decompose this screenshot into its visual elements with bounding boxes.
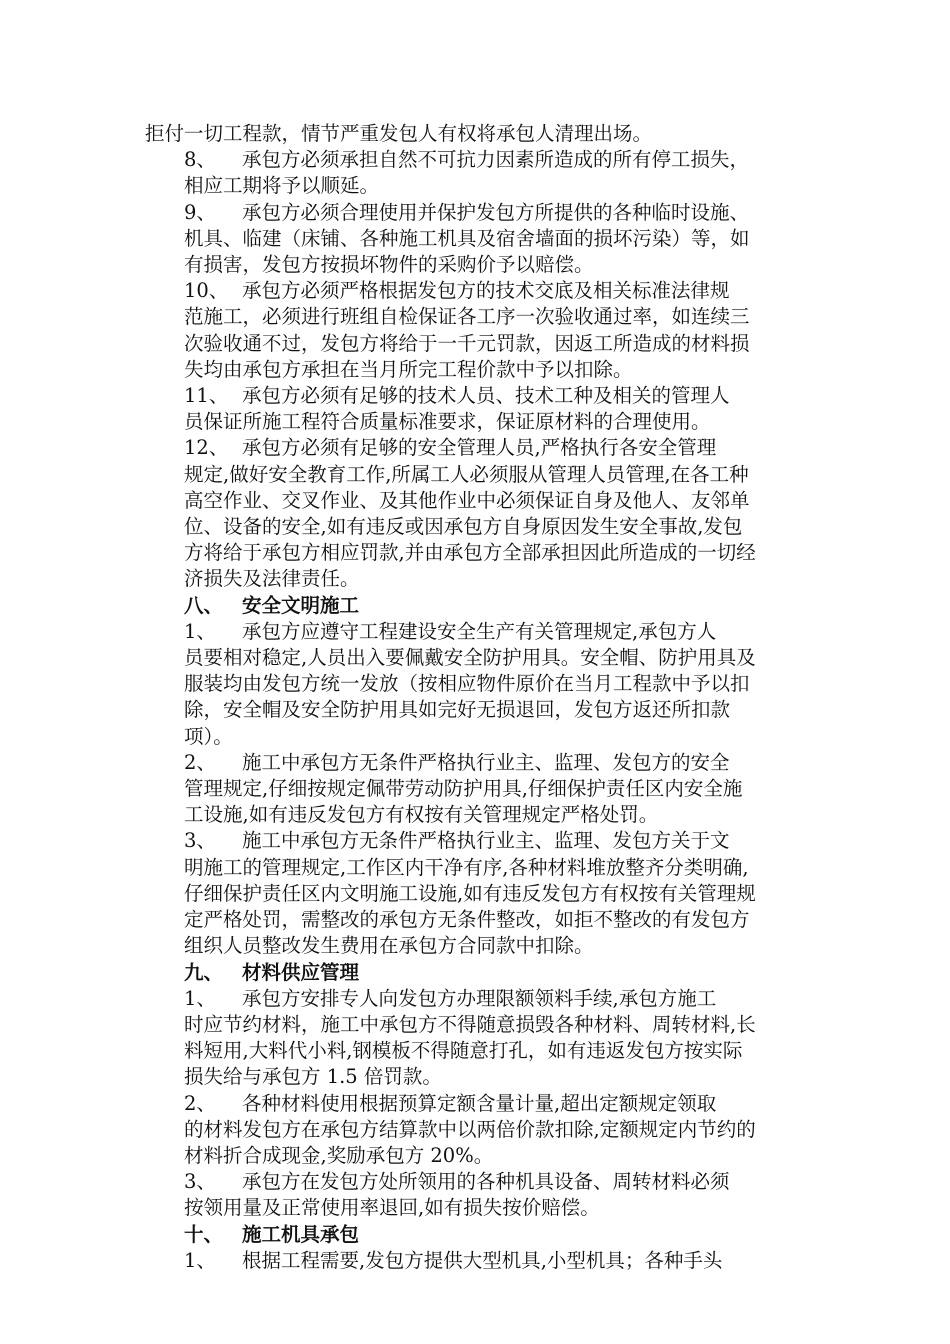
text-line: 承包方必须严格根据发包方的技术交底及相关标准法律规: [242, 279, 730, 303]
text-line: 施工中承包方无条件严格执行业主、监理、发包方关于文: [242, 829, 730, 853]
text-line: 服装均由发包方统一发放（按相应物件原价在当月工程款中予以扣: [184, 672, 750, 696]
clause-paragraph: [145, 278, 805, 383]
clause-paragraph: [145, 1091, 805, 1170]
text-line: 承包方必须有足够的安全管理人员,严格执行各安全管理: [242, 436, 717, 460]
text-line: 管理规定,仔细按规定佩带劳动防护用具,仔细保护责任区内安全施: [184, 777, 743, 801]
text-line: 济损失及法律责任。: [184, 567, 360, 591]
section-heading: [145, 593, 805, 619]
section-heading: [145, 1222, 805, 1248]
section-number: 九、: [184, 960, 224, 984]
clause-paragraph: [145, 750, 805, 829]
clause-paragraph: [145, 435, 805, 592]
text-line: 相应工期将予以顺延。: [184, 174, 380, 198]
text-line: 根据工程需要,发包方提供大型机具,小型机具；各种手头: [242, 1248, 723, 1272]
text-line: 承包方在发包方处所领用的各种机具设备、周转材料必须: [242, 1170, 730, 1194]
clause-paragraph: [145, 619, 805, 750]
clause-number: 2、: [184, 750, 216, 774]
clause-paragraph: [145, 383, 805, 435]
text-line: 施工机具承包: [242, 1222, 360, 1246]
text-line: 各种材料使用根据预算定额含量计量,超出定额规定领取: [242, 1091, 717, 1115]
text-line: 机具、临建（床铺、各种施工机具及宿舍墙面的损坏污染）等，如: [184, 226, 750, 250]
text-line: 员要相对稳定,人员出入要佩戴安全防护用具。安全帽、防护用具及: [184, 646, 756, 670]
text-line: 按领用量及正常使用率退回,如有损失按价赔偿。: [184, 1196, 600, 1220]
text-line: 次验收通不过，发包方将给于一千元罚款，因返工所造成的材料损: [184, 331, 750, 355]
text-line: 施工中承包方无条件严格执行业主、监理、发包方的安全: [242, 750, 730, 774]
section-number: 十、: [184, 1222, 224, 1246]
clause-number: 12、: [184, 436, 229, 460]
text-line: 材料折合成现金,奖励承包方 20%。: [184, 1143, 494, 1167]
clause-number: 9、: [184, 200, 216, 224]
text-line: 范施工，必须进行班组自检保证各工序一次验收通过率，如连续三: [184, 305, 750, 329]
text-line: 明施工的管理规定,工作区内干净有序,各种材料堆放整齐分类明确,: [184, 855, 749, 879]
text-line: 承包方安排专人向发包方办理限额领料手续,承包方施工: [242, 986, 717, 1010]
document-page: [145, 121, 805, 1274]
text-line: 承包方应遵守工程建设安全生产有关管理规定,承包方人: [242, 619, 717, 643]
clause-paragraph: [145, 121, 805, 147]
text-line: 承包方必须承担自然不可抗力因素所造成的所有停工损失，: [242, 148, 750, 172]
text-line: 规定,做好安全教育工作,所属工人必须服从管理人员管理,在各工种: [184, 462, 749, 486]
clause-paragraph: [145, 828, 805, 959]
section-heading: [145, 960, 805, 986]
clause-number: 11、: [184, 384, 229, 408]
text-line: 位、设备的安全,如有违反或因承包方自身原因发生安全事故,发包: [184, 515, 743, 539]
text-line: 的材料发包方在承包方结算款中以两倍价款扣除,定额规定内节约的: [184, 1117, 756, 1141]
text-line: 失均由承包方承担在当月所完工程价款中予以扣除。: [184, 357, 633, 381]
text-line: 料短用,大料代小料,钢模板不得随意打孔，如有违返发包方按实际: [184, 1039, 743, 1063]
clause-number: 1、: [184, 619, 216, 643]
section-number: 八、: [184, 593, 224, 617]
clause-number: 8、: [184, 148, 216, 172]
clause-paragraph: [145, 1169, 805, 1221]
text-line: 员保证所施工程符合质量标准要求，保证原材料的合理使用。: [184, 410, 711, 434]
clause-number: 2、: [184, 1091, 216, 1115]
text-line: 材料供应管理: [242, 960, 360, 984]
text-line: 时应节约材料，施工中承包方不得随意损毁各种材料、周转材料,长: [184, 1012, 756, 1036]
text-line: 安全文明施工: [242, 593, 360, 617]
text-line: 项）。: [184, 724, 233, 748]
text-line: 有损害，发包方按损坏物件的采购价予以赔偿。: [184, 253, 594, 277]
clause-number: 3、: [184, 829, 216, 853]
text-line: 承包方必须合理使用并保护发包方所提供的各种临时设施、: [242, 200, 750, 224]
clause-paragraph: [145, 986, 805, 1091]
text-line: 高空作业、交叉作业、及其他作业中必须保证自身及他人、友邻单: [184, 488, 750, 512]
clause-number: 3、: [184, 1170, 216, 1194]
clause-paragraph: [145, 1248, 805, 1274]
text-line: 承包方必须有足够的技术人员、技术工种及相关的管理人: [242, 384, 730, 408]
text-line: 拒付一切工程款，情节严重发包人有权将承包人清理出场。: [145, 122, 653, 145]
clause-number: 10、: [184, 279, 229, 303]
text-line: 损失给与承包方 1.5 倍罚款。: [184, 1065, 442, 1089]
text-line: 方将给于承包方相应罚款,并由承包方全部承担因此所造成的一切经: [184, 541, 756, 565]
clause-paragraph: [145, 200, 805, 279]
text-line: 工设施,如有违反发包方有权按有关管理规定严格处罚。: [184, 803, 659, 827]
text-line: 仔细保护责任区内文明施工设施,如有违反发包方有权按有关管理规: [184, 881, 756, 905]
clause-number: 1、: [184, 1248, 216, 1272]
clause-paragraph: [145, 147, 805, 199]
text-line: 除，安全帽及安全防护用具如完好无损退回，发包方返还所扣款: [184, 698, 731, 722]
text-line: 定严格处罚，需整改的承包方无条件整改，如拒不整改的有发包方: [184, 908, 750, 932]
text-line: 组织人员整改发生费用在承包方合同款中扣除。: [184, 934, 594, 958]
clause-number: 1、: [184, 986, 216, 1010]
